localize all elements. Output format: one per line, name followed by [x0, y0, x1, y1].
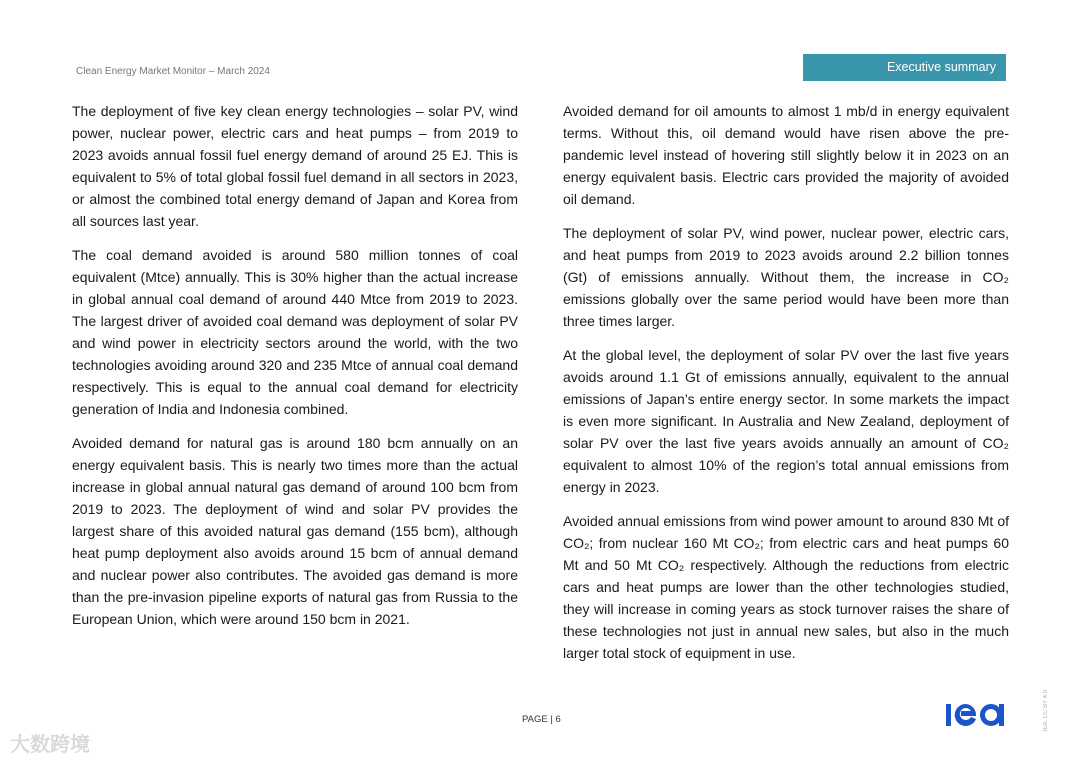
paragraph: The deployment of five key clean energy technologies – solar PV, wind power, nuclear power, electric cars and heat pumps – from 2019 to 2023 avoids annual fossil fuel energy demand of around 25 EJ. This is equivalent to 5% of total global fossil fuel demand in all sectors in 2023, or almost the combined total energy demand of Japan and Korea from all sources last year. [72, 103, 518, 229]
running-header-title: Clean Energy Market Monitor – March 2024 [76, 66, 270, 77]
page-number: PAGE | 6 [522, 714, 561, 725]
paragraph: Avoided demand for oil amounts to almost 1 mb/d in energy equivalent terms. Without this, oil demand would have risen above the pre-pandemic level instead of hovering still slightly below it in 2023 on an energy equivalent basis. Electric cars provided the majority of avoided oil demand. [563, 103, 1009, 207]
paragraph: At the global level, the deployment of solar PV over the last five years avoids around 1.1 Gt of emissions annually, equivalent to the annual emissions of Japan’s entire energy sector. In some markets the impact is even more significant. In Australia and New Zealand, deployment of solar PV over the last five years avoids annually an amount of CO₂ equivalent to almost 10% of the region’s total annual emissions from energy in 2023. [563, 347, 1009, 495]
left-column [72, 100, 518, 642]
iea-logo-icon [946, 700, 1008, 728]
watermark: 大数跨境 [10, 734, 90, 756]
paragraph: Avoided annual emissions from wind power amount to around 830 Mt of CO₂; from nuclear 160 Mt CO₂; from electric cars and heat pumps 60 Mt and 50 Mt CO₂ respectively. Although the reductions from electric cars and heat pumps are lower than the other technologies studied, they will increase in coming years as stock turnover raises the share of these technologies not just in annual new sales, but also in the much larger total stock of equipment in use. [563, 513, 1009, 661]
license-note: IEA. CC BY 4.0 [1043, 690, 1049, 732]
paragraph: The deployment of solar PV, wind power, nuclear power, electric cars, and heat pumps from 2019 to 2023 avoids around 2.2 billion tonnes (Gt) of emissions annually. Without them, the increase in CO₂ emissions globally over the same period would have been more than three times larger. [563, 225, 1009, 329]
paragraph: The coal demand avoided is around 580 million tonnes of coal equivalent (Mtce) annually. This is 30% higher than the actual increase in global annual coal demand of around 440 Mtce from 2019 to 2023. The largest driver of avoided coal demand was deployment of solar PV and wind power in electricity sectors around the world, with the two technologies avoiding around 320 and 235 Mtce of annual coal demand respectively. This is equal to the annual coal demand for electricity generation of India and Indonesia combined. [72, 247, 518, 417]
right-column [563, 100, 1009, 676]
section-tab: Executive summary [803, 54, 1006, 81]
paragraph: Avoided demand for natural gas is around 180 bcm annually on an energy equivalent basis. This is nearly two times more than the actual increase in global annual natural gas demand of around 100 bcm from 2019 to 2023. The deployment of wind and solar PV provides the largest share of this avoided natural gas demand (155 bcm), although heat pump deployment also avoids around 15 bcm of annual demand and nuclear power also contributes. The avoided gas demand is more than the pre-invasion pipeline exports of natural gas from Russia to the European Union, which were around 150 bcm in 2021. [72, 435, 518, 627]
iea-logo [946, 700, 1008, 734]
